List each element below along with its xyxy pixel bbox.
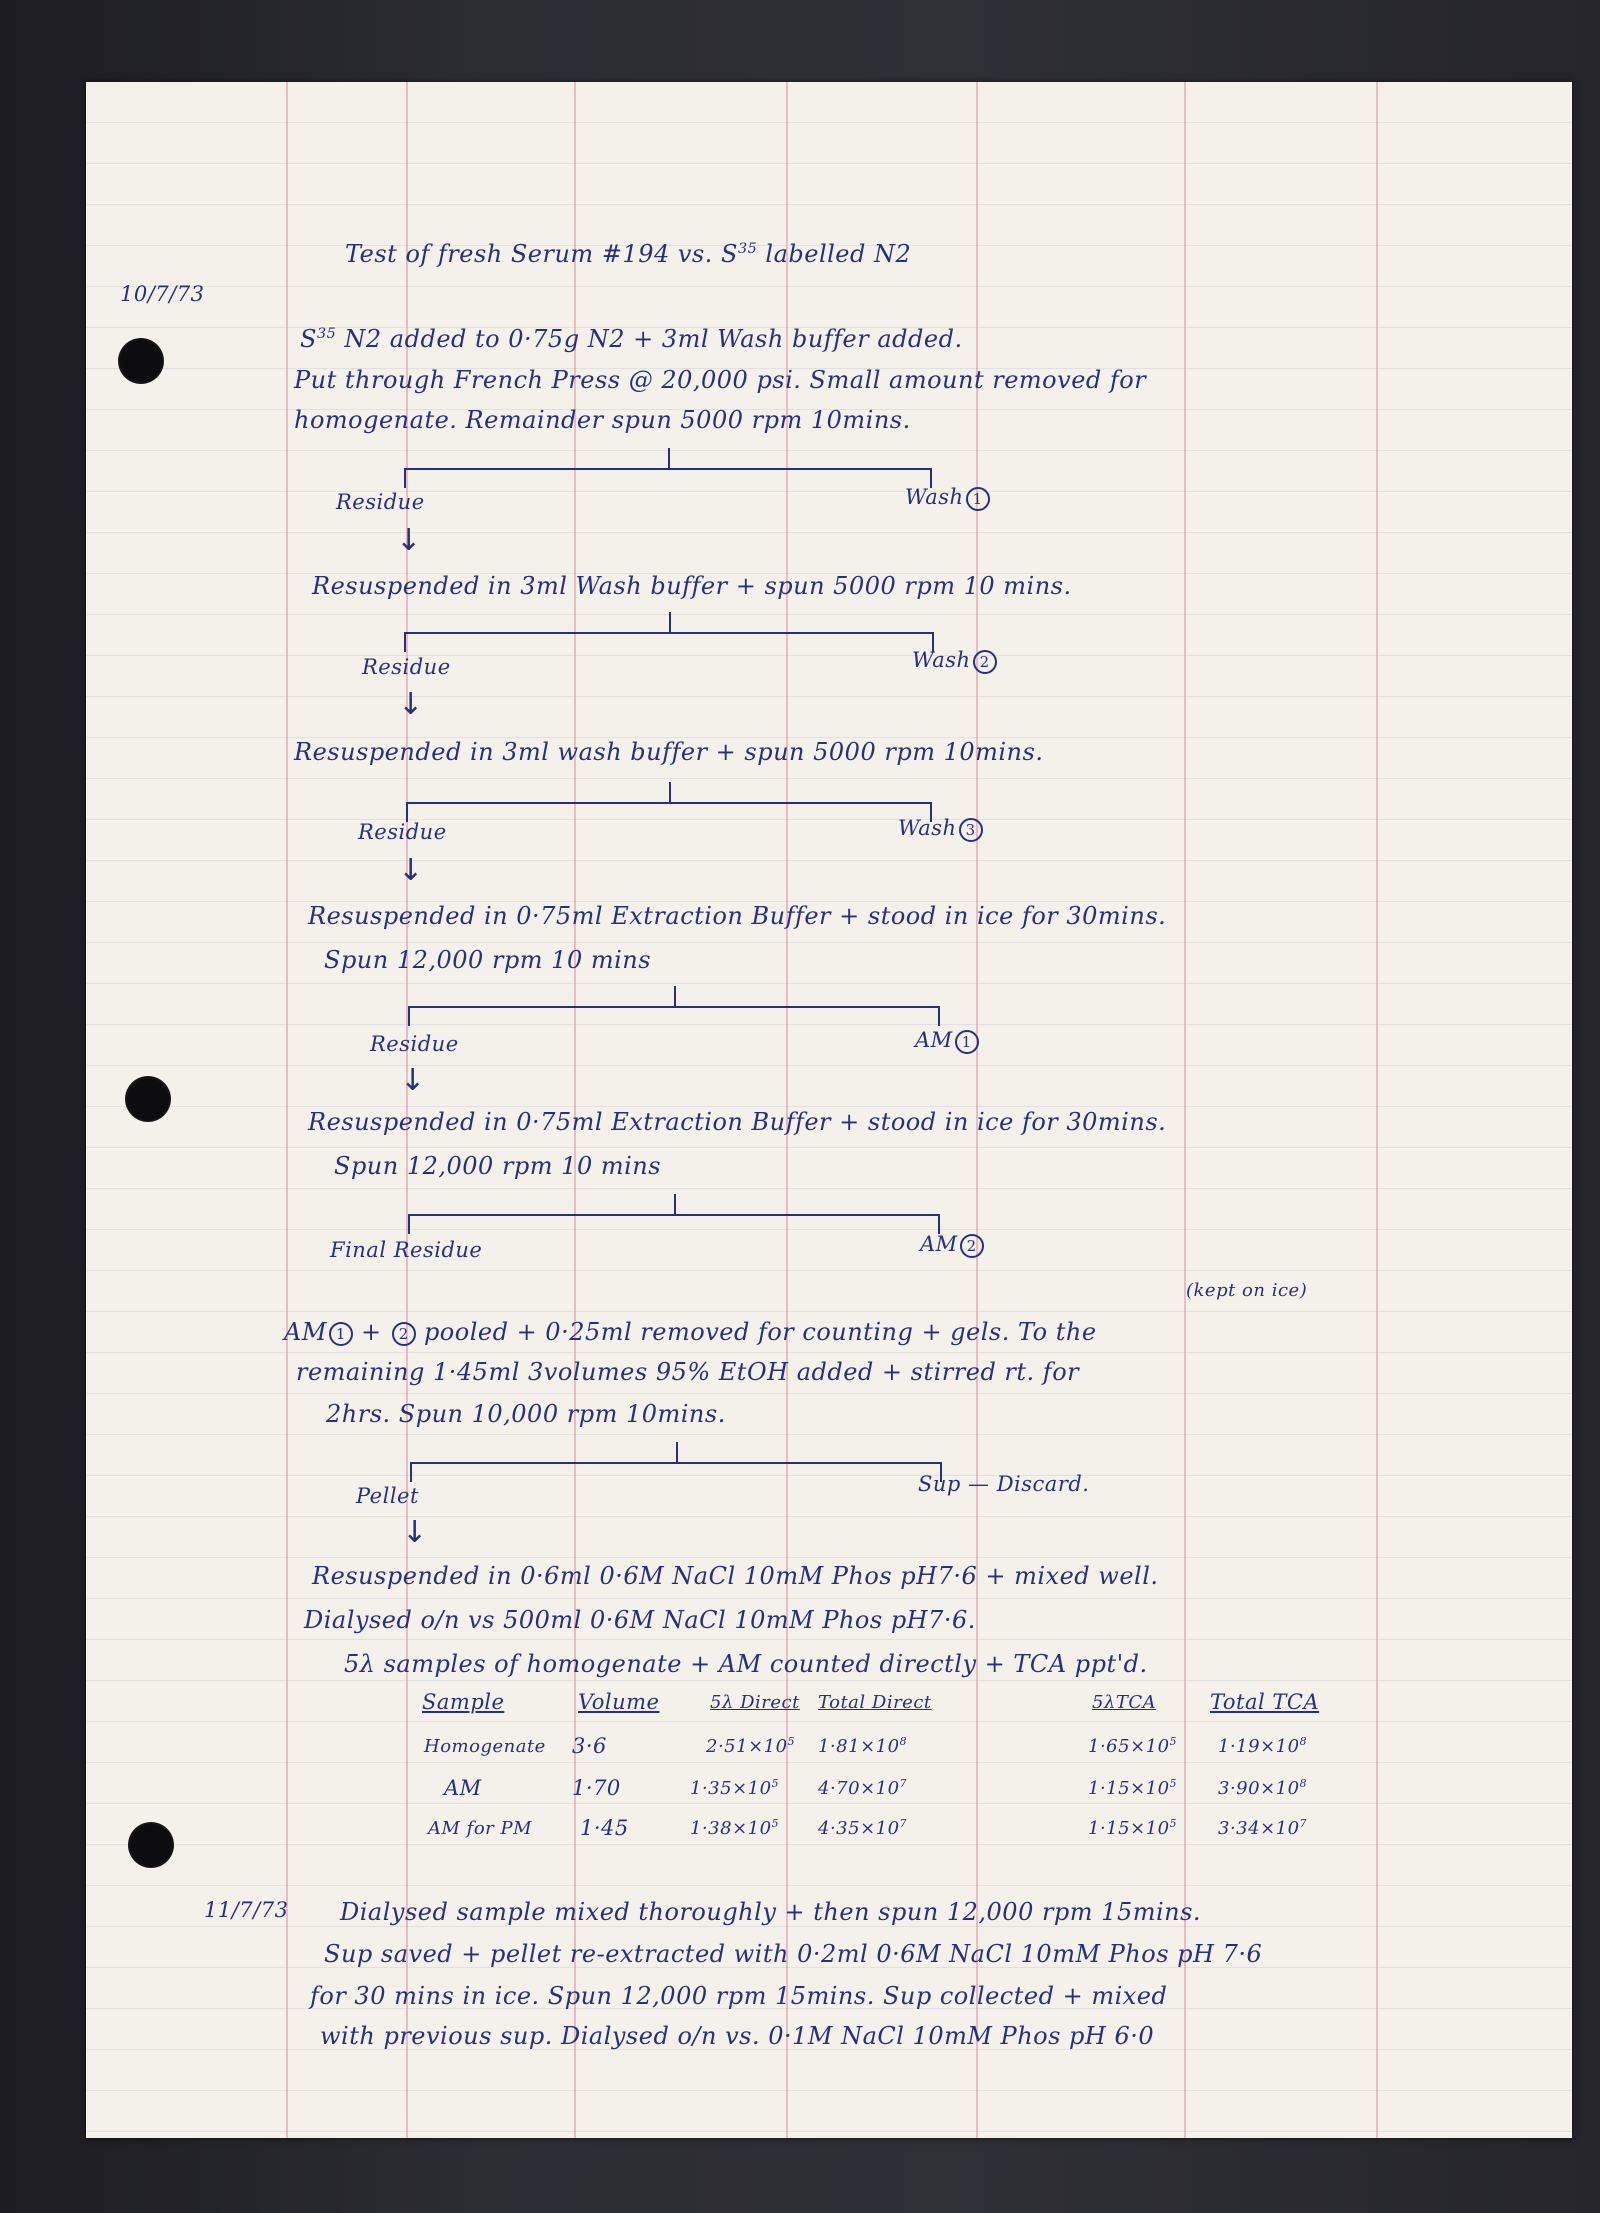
sup-discard-label: Sup — Discard. [918,1472,1090,1496]
margin-note: (kept on ice) [1186,1280,1308,1301]
entry-date: 11/7/73 [204,1898,289,1922]
footer-line-3: for 30 mins in ice. Spun 12,000 rpm 15mins. Sup collected + mixed [310,1982,1168,2010]
table-cell: $3\cdot 90\times 10^8$ [1218,1777,1307,1799]
table-header: Total TCA [1210,1690,1320,1714]
spin-step-4: Spun 12,000 rpm 10 mins [334,1152,662,1180]
table-cell: $2\cdot 51\times 10^5$ [706,1735,795,1757]
intro-sup: 35 [316,326,337,342]
table-header: 5λ Direct [710,1692,800,1713]
down-arrow-icon: ↓ [396,523,422,558]
intro-line-3: homogenate. Remainder spun 5000 rpm 10mins. [294,406,911,434]
down-arrow-icon: ↓ [398,687,424,722]
pool-am: AM [284,1318,327,1346]
dialysis-step-1: Dialysed o/n vs 500ml 0·6M NaCl 10mM Phos pH7·6. [304,1606,976,1634]
table-cell: 1·70 [572,1776,621,1800]
title-end: labelled N2 [765,240,912,268]
resuspend-step-2: Resuspended in 3ml wash buffer + spun 5000 rpm 10mins. [294,738,1044,766]
wash-text: Wash [905,485,964,509]
footer-line-1: Dialysed sample mixed thoroughly + then spun 12,000 rpm 15mins. [340,1898,1202,1926]
table-cell: $1\cdot 15\times 10^5$ [1088,1817,1177,1839]
table-cell: $1\cdot 15\times 10^5$ [1088,1777,1177,1799]
wash-label [912,648,997,674]
circled-number: 2 [973,650,997,674]
table-cell: $1\cdot 65\times 10^5$ [1088,1735,1177,1757]
wash-label [905,485,990,511]
resuspend-step-1: Resuspended in 3ml Wash buffer + spun 5000 rpm 10 mins. [312,572,1072,600]
intro-line-2: Put through French Press @ 20,000 psi. Small amount removed for [294,366,1147,394]
pool-line-3: 2hrs. Spun 10,000 rpm 10mins. [326,1400,726,1428]
table-cell: $1\cdot 38\times 10^5$ [690,1817,779,1839]
down-arrow-icon: ↓ [400,1063,426,1098]
table-cell: $4\cdot 70\times 10^7$ [818,1777,907,1799]
table-cell: $3\cdot 34\times 10^7$ [1218,1817,1307,1839]
resuspend-step-3: Resuspended in 0·75ml Extraction Buffer + stood in ice for 30mins. [308,902,1167,930]
residue-label: Residue [336,490,425,514]
residue-label: Residue [362,655,451,679]
table-cell: $4\cdot 35\times 10^7$ [818,1817,907,1839]
punch-hole [125,1076,171,1122]
final-residue-label: Final Residue [330,1238,483,1262]
down-arrow-icon: ↓ [398,853,424,888]
samples-note: 5λ samples of homogenate + AM counted directly + TCA ppt'd. [344,1650,1148,1678]
table-header: Total Direct [818,1692,932,1713]
residue-label: Residue [370,1032,459,1056]
circled-number: 2 [960,1234,984,1258]
table-cell: 1·45 [580,1816,629,1840]
margin-line [1376,82,1378,2138]
circled-number: 1 [329,1322,353,1346]
title-superscript: 35 [737,241,758,257]
am-label [920,1232,984,1258]
pool-text: pooled + 0·25ml removed for counting + gels. To the [423,1318,1097,1346]
resuspend-step-5: Resuspended in 0·6ml 0·6M NaCl 10mM Phos pH7·6 + mixed well. [312,1562,1159,1590]
margin-line [1184,82,1186,2138]
table-header: Volume [578,1690,660,1714]
table-cell: $1\cdot 19\times 10^8$ [1218,1735,1307,1757]
page-title [345,240,911,268]
circled-number: 2 [392,1322,416,1346]
entry-date: 10/7/73 [120,282,205,306]
table-cell: AM for PM [428,1818,533,1839]
table-header: Sample [422,1690,505,1714]
circled-number: 1 [955,1030,979,1054]
punch-hole [118,338,164,384]
wash-text: Wash [898,816,957,840]
pool-line-1 [284,1318,1097,1346]
spin-step-3: Spun 12,000 rpm 10 mins [324,946,652,974]
margin-line [286,82,288,2138]
pellet-label: Pellet [356,1484,419,1508]
table-cell: $1\cdot 81\times 10^8$ [818,1735,907,1757]
down-arrow-icon: ↓ [402,1515,428,1550]
footer-line-4: with previous sup. Dialysed o/n vs. 0·1M NaCl 10mM Phos pH 6·0 [320,2022,1155,2050]
am-text: AM [915,1028,953,1052]
circled-number: 1 [966,487,990,511]
table-cell: AM [444,1776,482,1800]
table-header: 5λTCA [1092,1692,1157,1713]
am-label [915,1028,979,1054]
punch-hole [128,1822,174,1868]
resuspend-step-4: Resuspended in 0·75ml Extraction Buffer + stood in ice for 30mins. [308,1108,1167,1136]
title-text: Test of fresh Serum #194 vs. S [345,240,738,268]
footer-line-2: Sup saved + pellet re-extracted with 0·2ml 0·6M NaCl 10mM Phos pH 7·6 [324,1940,1263,1968]
wash-label [898,816,983,842]
pool-plus: + [361,1318,382,1346]
pool-line-2: remaining 1·45ml 3volumes 95% EtOH added + stirred rt. for [296,1358,1080,1386]
circled-number: 3 [959,818,983,842]
residue-label: Residue [358,820,447,844]
intro-rest: N2 added to 0·75g N2 + 3ml Wash buffer added. [344,325,963,353]
table-cell: 3·6 [572,1734,607,1758]
table-cell: $1\cdot 35\times 10^5$ [690,1777,779,1799]
table-cell: Homogenate [424,1736,546,1757]
am-text: AM [920,1232,958,1256]
wash-text: Wash [912,648,971,672]
intro-s: S [300,325,317,353]
intro-line-1 [300,325,963,353]
